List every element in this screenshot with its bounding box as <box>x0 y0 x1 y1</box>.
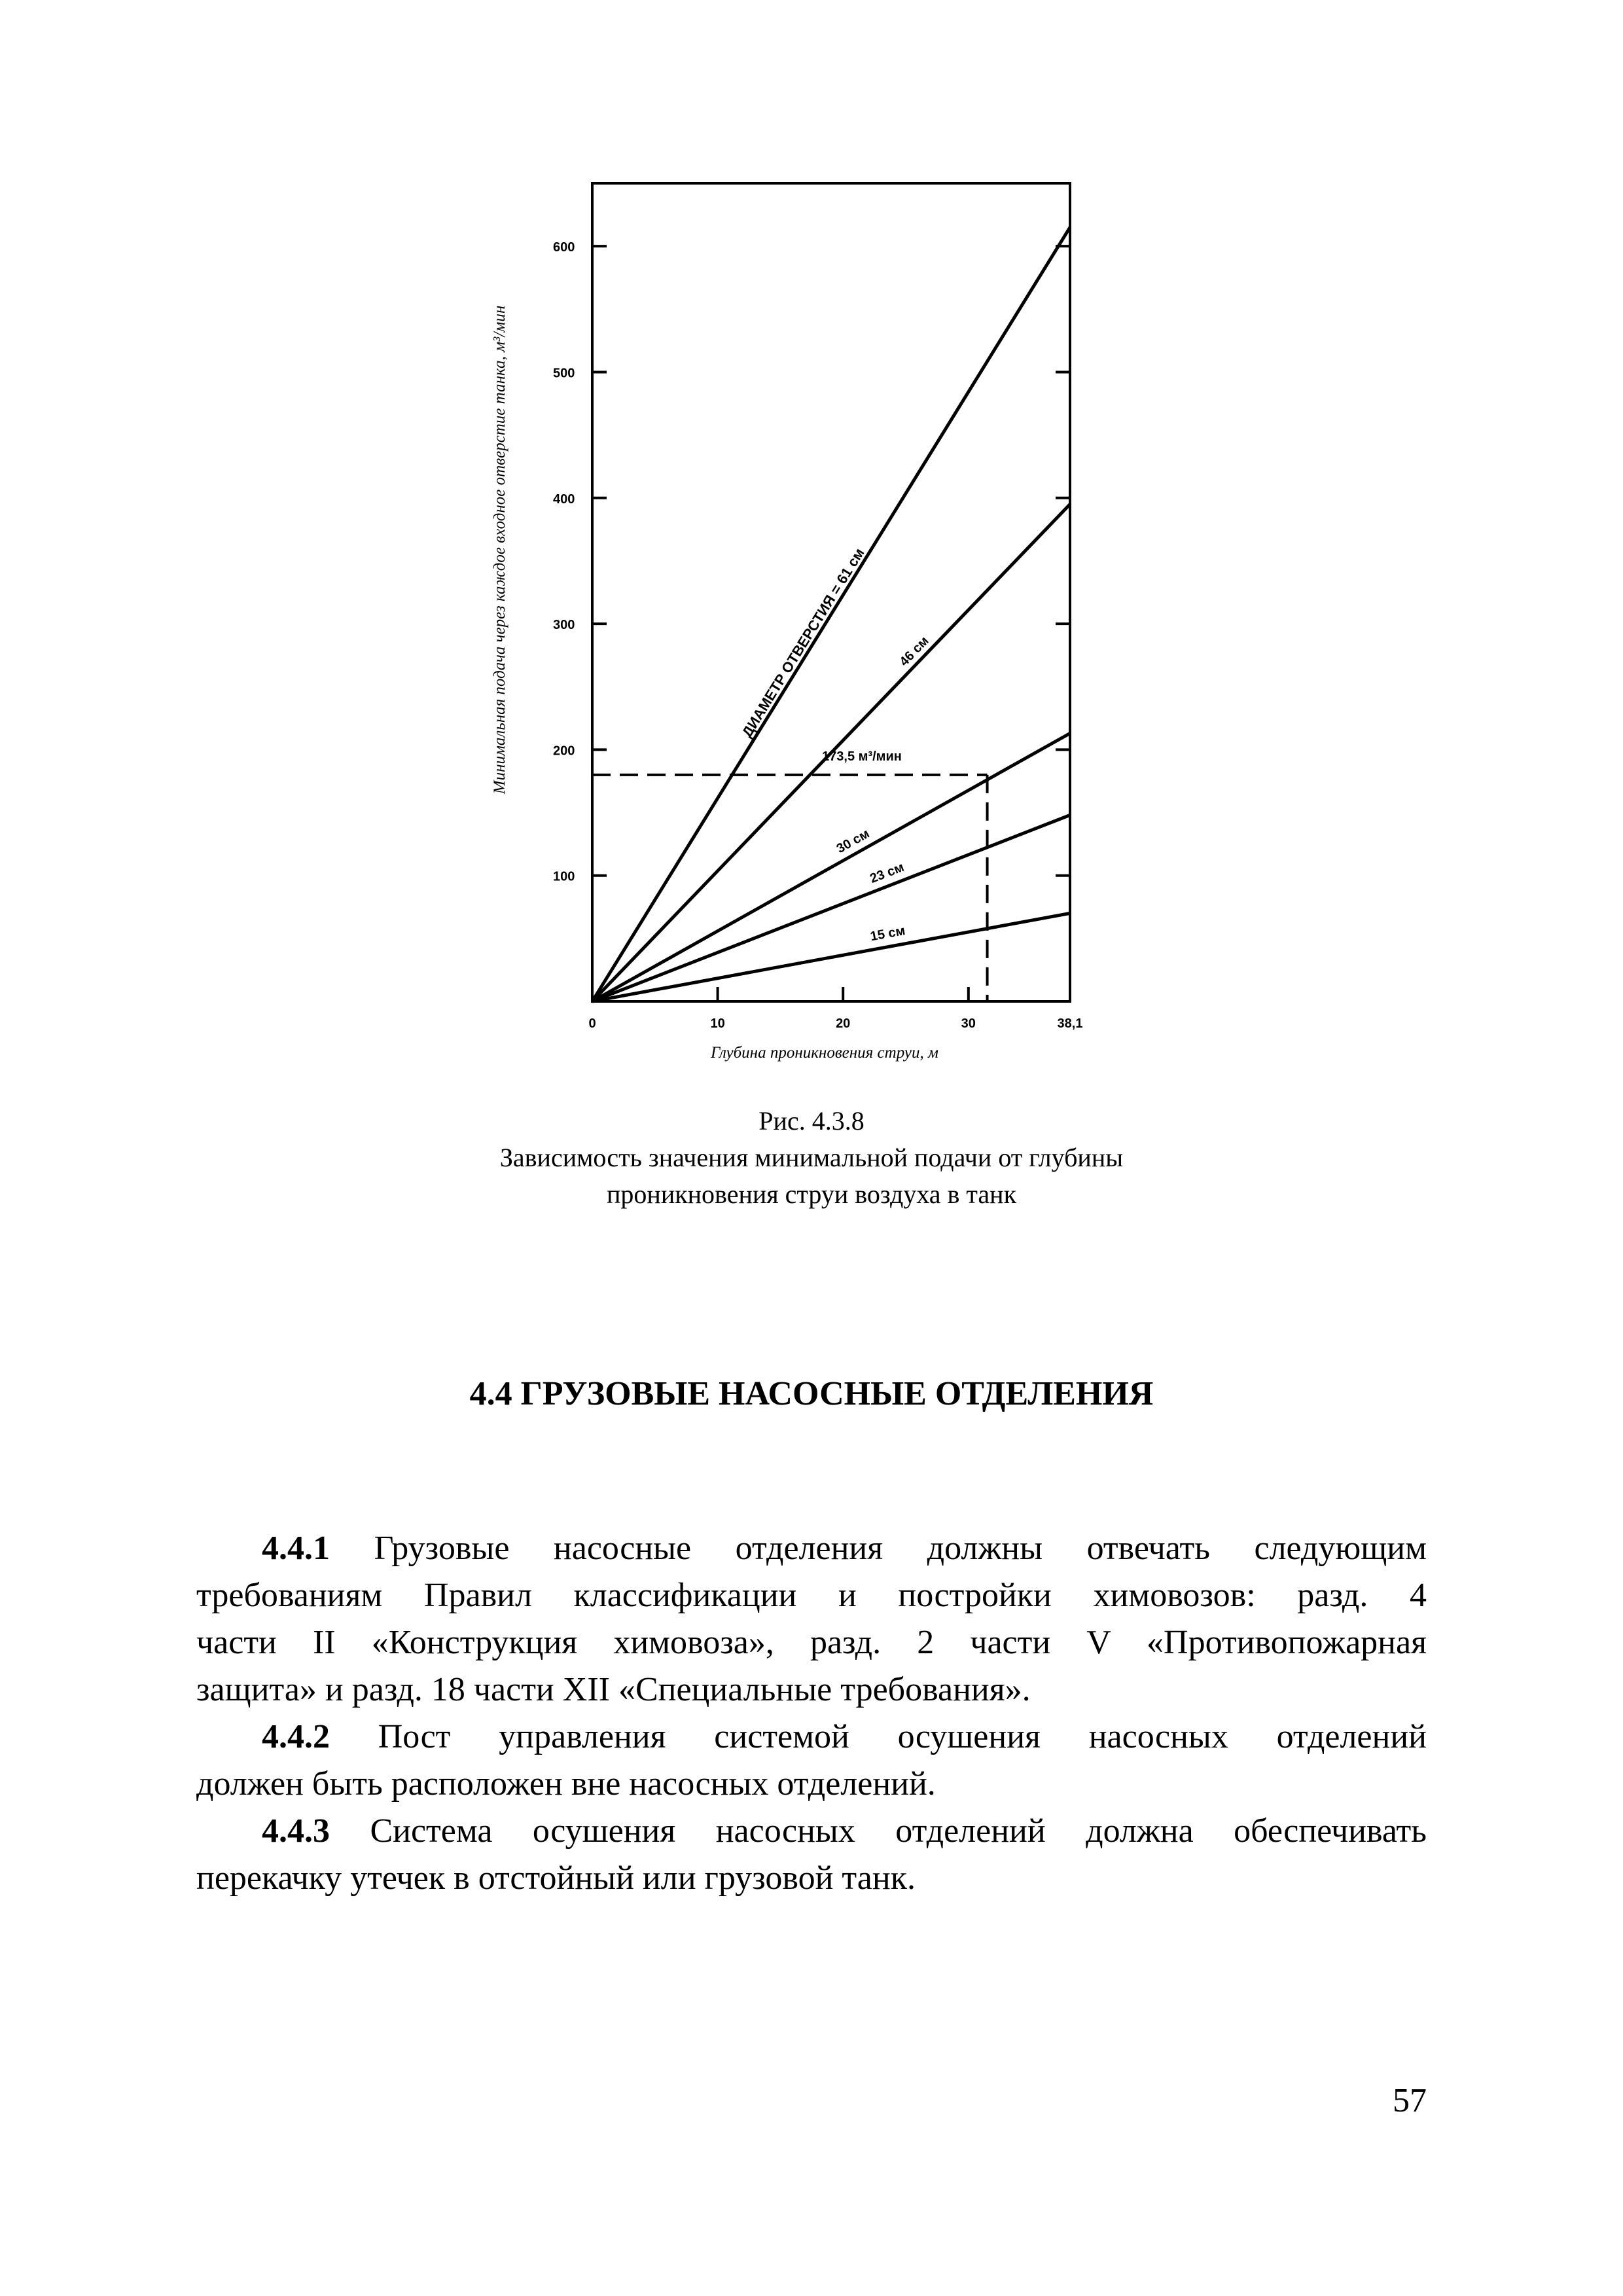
y-tick-label: 500 <box>553 366 575 381</box>
paragraph-number: 4.4.2 <box>262 1718 330 1755</box>
paragraph-text: Система осушения насосных отделений должна обеспечивать <box>330 1812 1427 1850</box>
reference-label: 173,5 м³/мин <box>822 749 902 764</box>
x-tick-label: 0 <box>588 1016 596 1031</box>
paragraph-text: Грузовые насосные отделения должны отвечать следующим <box>330 1530 1427 1567</box>
paragraph-4-4-1 <box>196 1525 1427 1713</box>
paragraph-text: Пост управления системой осушения насосных отделений <box>330 1718 1427 1755</box>
chart-figure <box>458 157 1204 1086</box>
paragraph-line: должен быть расположен вне насосных отделений. <box>196 1765 936 1803</box>
series-label: ДИАМЕТР ОТВЕРСТИЯ = 61 см <box>738 545 868 740</box>
figure-caption-line-2: проникновения струи воздуха в танк <box>607 1179 1016 1209</box>
section-heading: 4.4 ГРУЗОВЫЕ НАСОСНЫЕ ОТДЕЛЕНИЯ <box>469 1375 1154 1412</box>
line-chart <box>458 157 1204 1086</box>
paragraph-line <box>196 1713 1427 1761</box>
series-label: 23 см <box>868 859 906 886</box>
y-tick-label: 300 <box>553 618 575 633</box>
paragraph-line: защита» и разд. 18 части XII «Специальные требования». <box>196 1671 1031 1708</box>
y-axis-label: Минимальная подача через каждое входное отверстие танка, м³/мин <box>491 305 508 795</box>
series-line <box>592 815 1070 1001</box>
figure-number: Рис. 4.3.8 <box>758 1106 865 1136</box>
y-tick-label: 400 <box>553 492 575 507</box>
series-label: 30 см <box>834 826 872 857</box>
paragraph-number: 4.4.3 <box>262 1812 330 1850</box>
page-number: 57 <box>1393 2082 1427 2119</box>
x-axis-label: Глубина проникновения струи, м <box>711 1044 938 1062</box>
series-label: 46 см <box>897 634 932 670</box>
paragraph-number: 4.4.1 <box>262 1530 330 1567</box>
paragraph-line: перекачку утечек в отстойный или грузовой танк. <box>196 1859 916 1897</box>
x-tick-label: 20 <box>836 1016 851 1031</box>
y-tick-label: 100 <box>553 869 575 884</box>
figure-caption-line-1: Зависимость значения минимальной подачи от глубины <box>499 1143 1124 1172</box>
y-tick-label: 200 <box>553 744 575 759</box>
x-tick-label: 10 <box>710 1016 725 1031</box>
series-line <box>592 227 1070 1001</box>
series-label: 15 см <box>869 923 906 944</box>
paragraph-4-4-3 <box>196 1808 1427 1902</box>
paragraph-line <box>196 1808 1427 1855</box>
x-tick-label: 38,1 <box>1057 1016 1083 1031</box>
paragraph-line: части II «Конструкция химовоза», разд. 2 части V «Противопожарная <box>196 1624 1427 1661</box>
paragraph-4-4-2 <box>196 1713 1427 1808</box>
paragraph-line: требованиям Правил классификации и постройки химовозов: разд. 4 <box>196 1577 1427 1614</box>
y-tick-label: 600 <box>553 240 575 255</box>
x-tick-label: 30 <box>961 1016 976 1031</box>
series-line <box>592 733 1070 1001</box>
paragraph-line <box>196 1525 1427 1572</box>
